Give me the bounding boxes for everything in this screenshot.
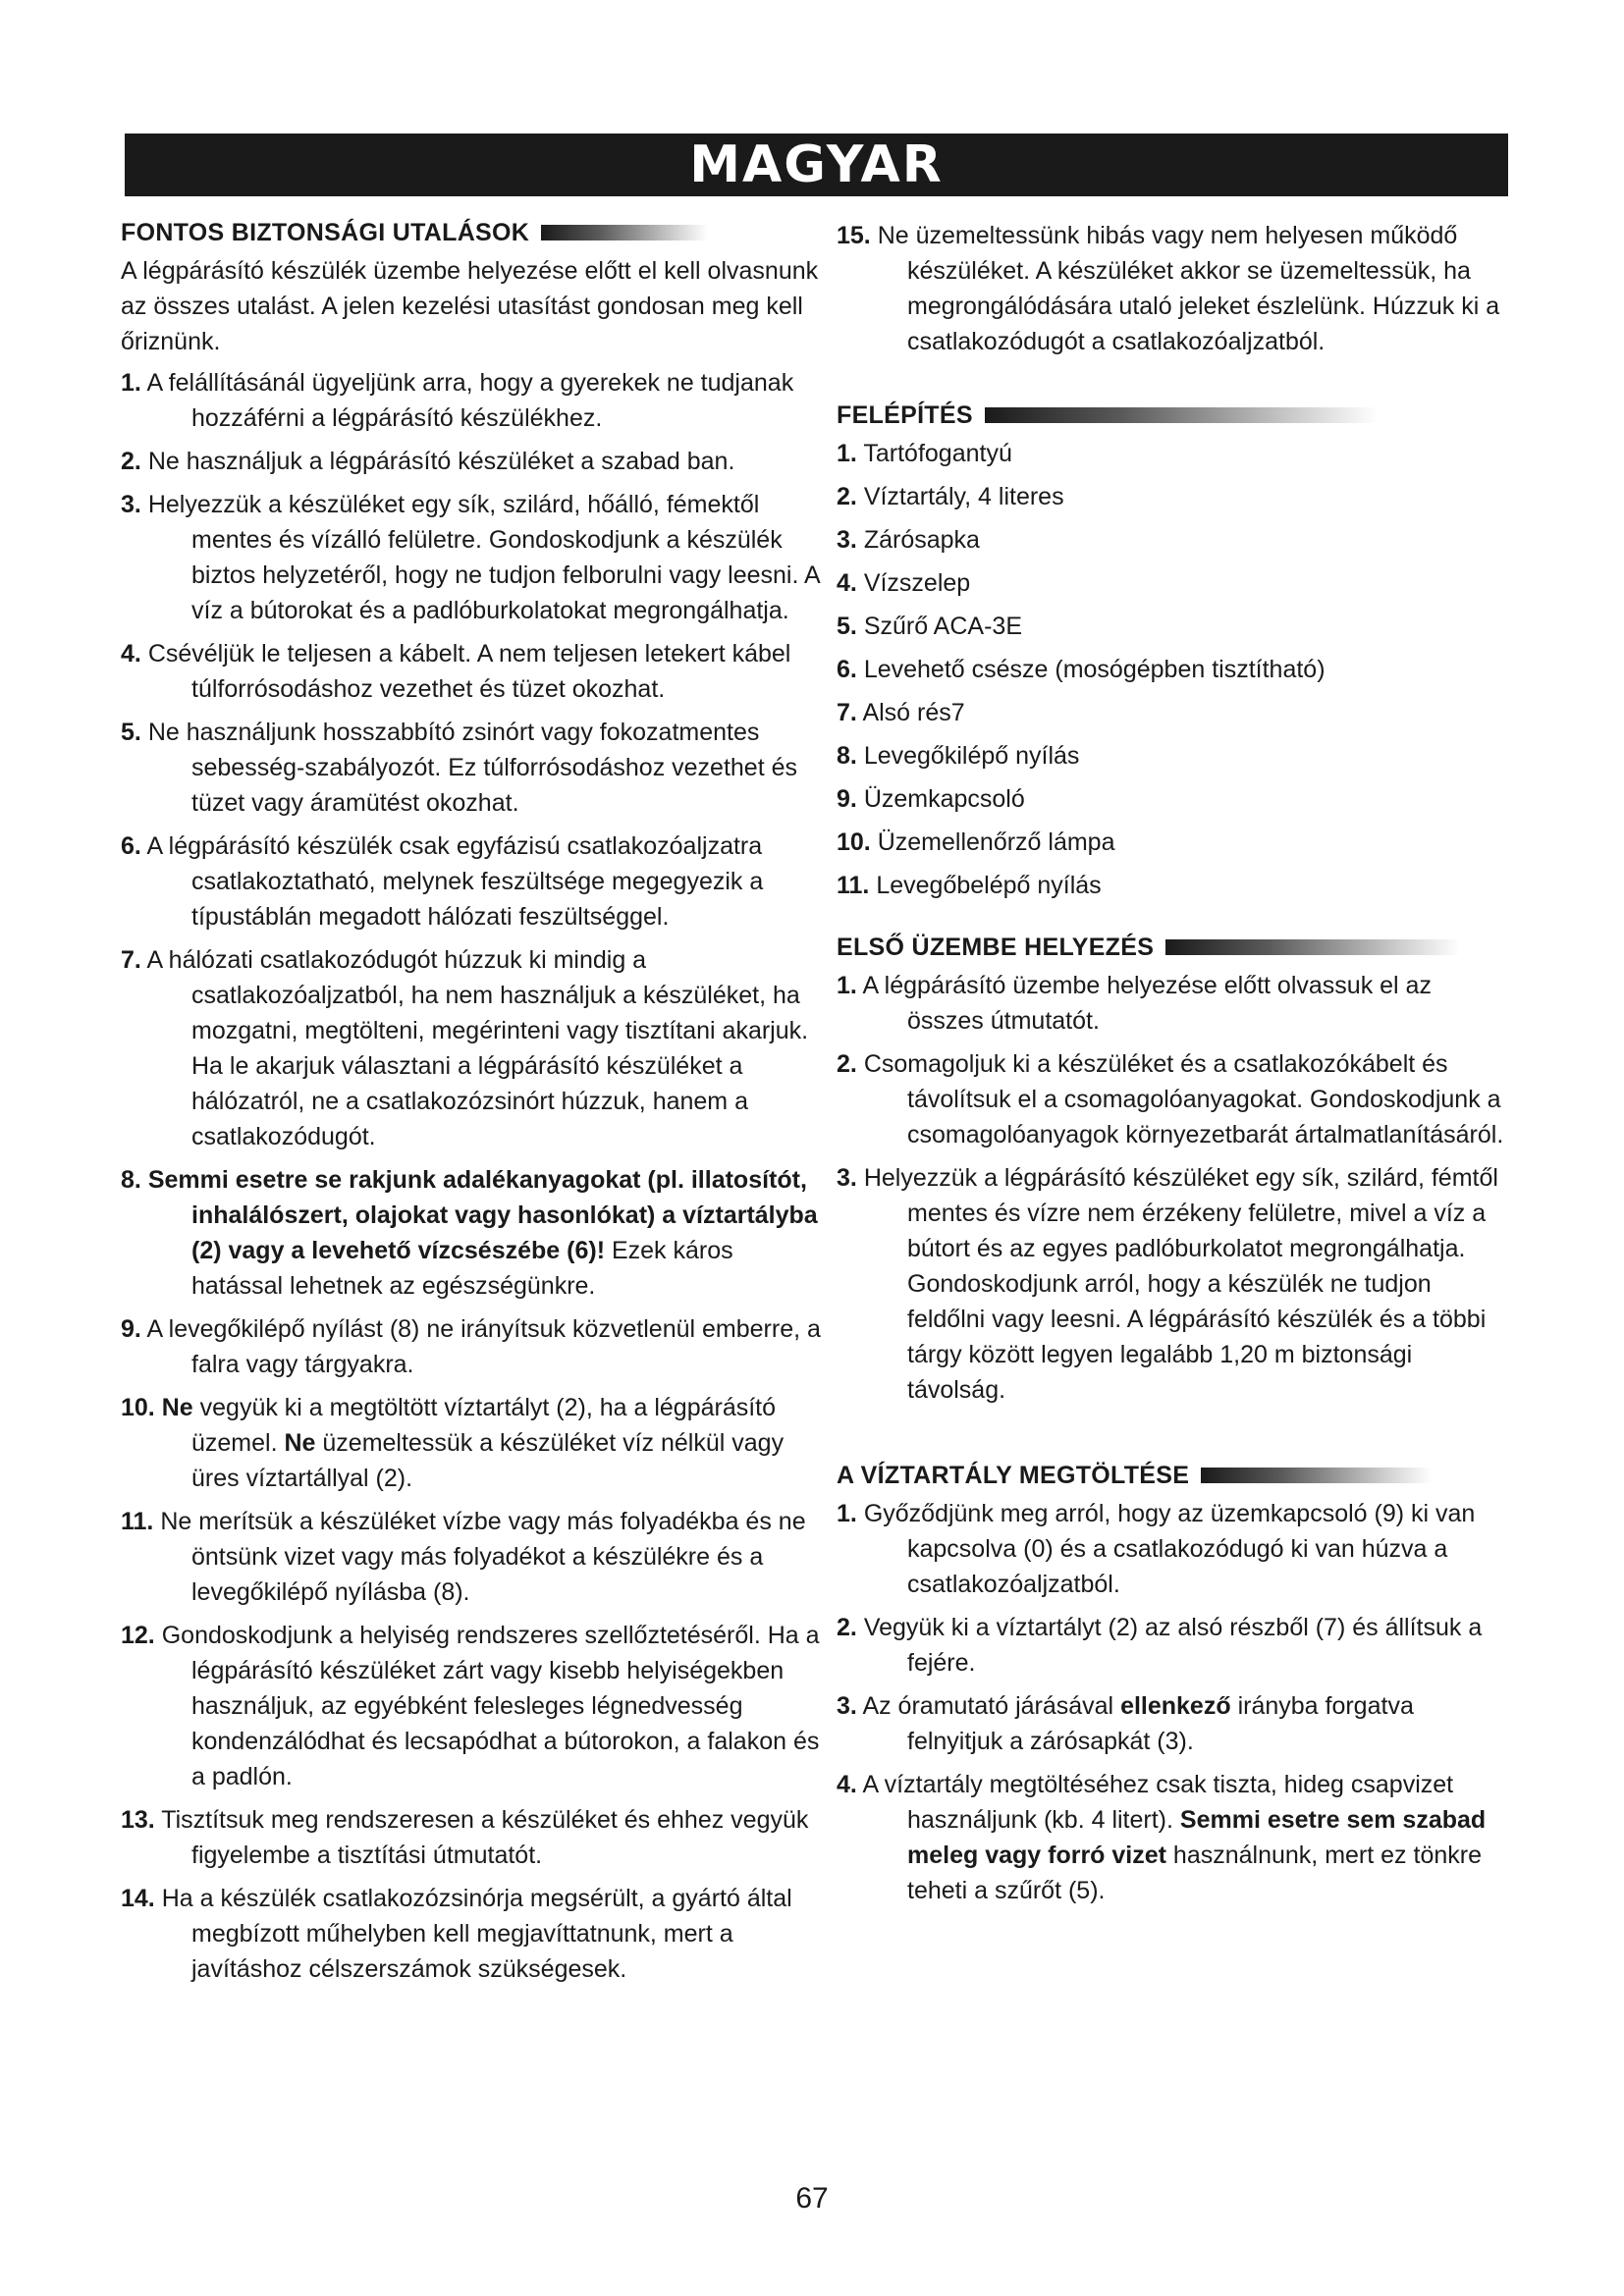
safety-item-warning: 8. Semmi esetre se rakjunk adalékanyagokat (pl. illatosítót, inhalálószert, olajokat vagy hasonlókat) a víztartályba (2) vagy a levehető vízcsészébe (6)! Ezek káros hatással lehetnek az egészségünkre. <box>121 1166 818 1300</box>
assembly-heading <box>837 400 1514 430</box>
fill-tank-heading <box>837 1461 1514 1490</box>
safety-heading <box>121 218 828 247</box>
safety-item: 4. Csévéljük le teljesen a kábelt. A nem teljesen letekert kábel túlforrósodáshoz vezethet és tüzet okozhat. <box>121 640 791 703</box>
fill-tank-item: 3. Az óramutató járásával ellenkező irányba forgatva felnyitjuk a zárósapkát (3). <box>837 1692 1414 1755</box>
assembly-title: FELÉPÍTÉS <box>837 401 973 429</box>
safety-item: 13. Tisztítsuk meg rendszeresen a készüléket és ehhez vegyük figyelembe a tisztítási útmutatót. <box>121 1806 809 1869</box>
assembly-item: 10. Üzemellenőrző lámpa <box>837 828 1115 856</box>
assembly-item: 3. Zárósapka <box>837 526 980 554</box>
safety-item: 3. Helyezzük a készüléket egy sík, szilárd, hőálló, fémektől mentes és vízálló felületre. Gondoskodjunk a készülék biztos helyzetéről, hogy ne tudjon felborulni vagy leesni. A víz a bútorokat és a padlóburkolatokat megrongálhatja. <box>121 491 820 624</box>
heading-bar <box>1201 1468 1432 1483</box>
assembly-item: 9. Üzemkapcsoló <box>837 785 1025 813</box>
fill-tank-item: 2. Vegyük ki a víztartályt (2) az alsó részből (7) és állítsuk a fejére. <box>837 1614 1483 1677</box>
safety-item: 9. A levegőkilépő nyílást (8) ne irányítsuk közvetlenül emberre, a falra vagy tárgyakra. <box>121 1315 821 1378</box>
first-use-item: 3. Helyezzük a légpárásító készüléket egy sík, szilárd, fémtől mentes és vízre nem érzékeny felületre, mivel a víz a bútort és az egyes padlóburkolatot megrongálhatja. Gondoskodjunk arról, hogy a készülék ne tudjon feldőlni vagy leesni. A légpárásító készülék és a többi tárgy között legyen legalább 1,20 m biztonsági távolság. <box>837 1164 1498 1404</box>
left-column <box>121 218 828 1995</box>
first-use-item: 2. Csomagoljuk ki a készüléket és a csatlakozókábelt és távolítsuk el a csomagolóanyagokat. Gondoskodjunk a csomagolóanyagok környezetbarát ártalmatlanításáról. <box>837 1050 1504 1148</box>
first-use-heading <box>837 933 1514 962</box>
assembly-item: 2. Víztartály, 4 literes <box>837 483 1064 510</box>
safety-item: 11. Ne merítsük a készüléket vízbe vagy más folyadékba és ne öntsünk vizet vagy más folyadékot a készülékre és a levegőkilépő nyílásba (8). <box>121 1508 806 1606</box>
safety-item: 10. Ne vegyük ki a megtöltött víztartályt (2), ha a légpárásító üzemel. Ne üzemeltessük a készüléket víz nélkül vagy üres víztartállyal (2). <box>121 1394 785 1492</box>
safety-item: 5. Ne használjunk hosszabbító zsinórt vagy fokozatmentes sebesség-szabályozót. Ez túlforrósodáshoz vezethet és tüzet vagy áramütést okozhat. <box>121 719 798 817</box>
assembly-item: 5. Szűrő ACA-3E <box>837 613 1022 640</box>
safety-item: 12. Gondoskodjunk a helyiség rendszeres szellőztetéséről. Ha a légpárásító készüléket zárt vagy kisebb helyiségekben használjuk, az egyébként felesleges légnedvesség kondenzálódhat és lecsapódhat a bútorokon, a falakon és a padlón. <box>121 1622 820 1790</box>
first-use-item: 1. A légpárásító üzembe helyezése előtt olvassuk el az összes útmutatót. <box>837 972 1432 1035</box>
assembly-item: 6. Levehető csésze (mosógépben tisztítható) <box>837 656 1326 683</box>
assembly-item: 8. Levegőkilépő nyílás <box>837 742 1080 770</box>
assembly-item: 11. Levegőbelépő nyílás <box>837 872 1102 899</box>
page-number: 67 <box>795 2182 829 2215</box>
first-use-title: ELSŐ ÜZEMBE HELYEZÉS <box>837 934 1155 961</box>
safety-item: 6. A légpárásító készülék csak egyfázisú csatlakozóaljzatra csatlakoztatható, melynek feszültsége megegyezik a típustáblán megadott hálózati feszültséggel. <box>121 832 764 931</box>
safety-title: FONTOS BIZTONSÁGI UTALÁSOK <box>121 219 530 246</box>
safety-item: 2. Ne használjuk a légpárásító készüléket a szabad ban. <box>121 448 735 475</box>
safety-item: 15. Ne üzemeltessünk hibás vagy nem helyesen működő készüléket. A készüléket akkor se üzemeltessük, ha megrongálódására utaló jeleket észlelünk. Húzzuk ki a csatlakozódugót a csatlakozóaljzatból. <box>837 222 1500 355</box>
fill-tank-item: 4. A víztartály megtöltéséhez csak tiszta, hideg csapvizet használjunk (kb. 4 litert). Semmi esetre sem szabad meleg vagy forró vizet használnunk, mert ez tönkre teheti a szűrőt (5). <box>837 1771 1487 1904</box>
heading-bar <box>541 225 708 240</box>
heading-bar <box>985 407 1378 423</box>
safety-intro: A légpárásító készülék üzembe helyezése előtt el kell olvasnunk az összes utalást. A jelen kezelési utasítást gondosan meg kell őriznünk. <box>121 257 819 355</box>
assembly-item: 1. Tartófogantyú <box>837 440 1012 467</box>
safety-item: 7. A hálózati csatlakozódugót húzzuk ki mindig a csatlakozóaljzatból, ha nem használjuk a készüléket, ha mozgatni, megtölteni, megérinteni vagy tisztítani akarjuk. Ha le akarjuk választani a légpárásító készüléket a hálózatról, ne a csatlakozózsinórt húzzuk, hanem a csatlakozódugót. <box>121 946 809 1150</box>
right-column <box>837 218 1514 1916</box>
heading-bar <box>1165 939 1460 955</box>
fill-tank-item: 1. Győződjünk meg arról, hogy az üzemkapcsoló (9) ki van kapcsolva (0) és a csatlakozódugó ki van húzva a csatlakozóaljzatból. <box>837 1500 1476 1598</box>
fill-tank-title: A VÍZTARTÁLY MEGTÖLTÉSE <box>837 1462 1190 1489</box>
language-banner: MAGYAR <box>125 133 1508 196</box>
safety-item: 14. Ha a készülék csatlakozózsinórja megsérült, a gyártó által megbízott műhelyben kell megjavíttatnunk, mert a javításhoz célszerszámok szükségesek. <box>121 1885 792 1983</box>
assembly-item: 4. Vízszelep <box>837 569 971 597</box>
assembly-item: 7. Alsó rés7 <box>837 699 965 726</box>
safety-item: 1. A felállításánál ügyeljünk arra, hogy a gyerekek ne tudjanak hozzáférni a légpárásító készülékhez. <box>121 369 794 432</box>
